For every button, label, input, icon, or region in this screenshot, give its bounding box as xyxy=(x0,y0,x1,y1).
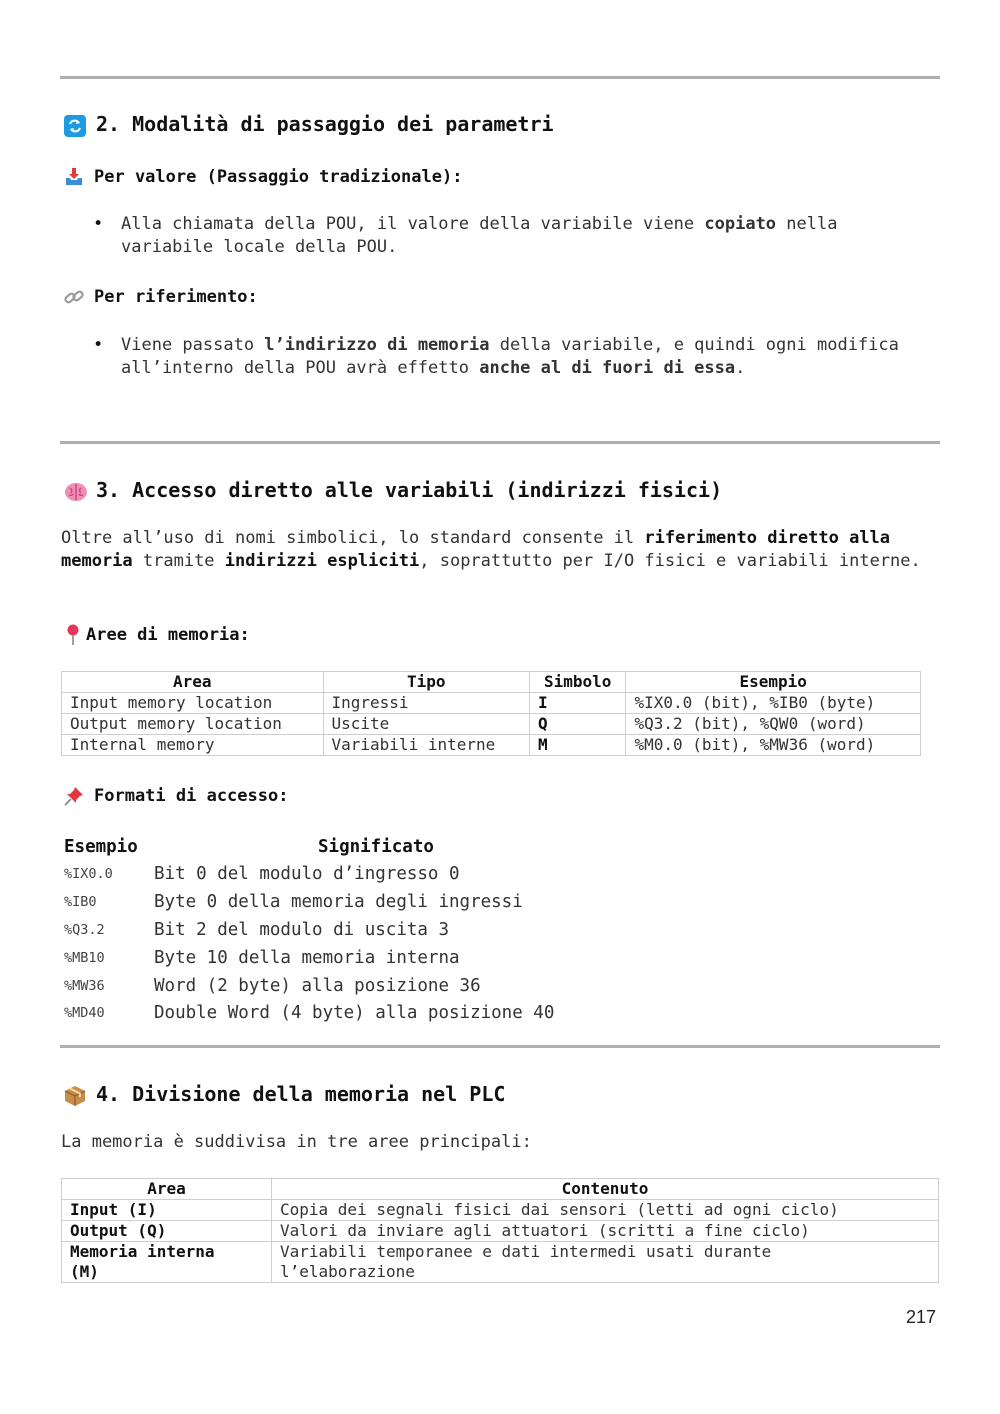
format-code: %MB10 xyxy=(64,950,105,966)
table-cell: M xyxy=(529,735,625,756)
section-title: 4. Divisione della memoria nel PLC xyxy=(96,1082,506,1106)
bullet-icon: • xyxy=(93,214,104,234)
link-icon xyxy=(64,287,84,307)
bullet-icon: • xyxy=(93,335,104,355)
format-code: %MW36 xyxy=(64,978,105,994)
column-header: Tipo xyxy=(323,672,529,693)
page-number: 217 xyxy=(906,1307,937,1327)
column-header: Area xyxy=(62,672,324,693)
subheading xyxy=(64,287,258,307)
divider xyxy=(60,441,940,444)
format-code: %IX0.0 xyxy=(64,866,113,882)
section-heading xyxy=(64,112,554,137)
section-title: 2. Modalità di passaggio dei parametri xyxy=(96,112,554,136)
format-description: Byte 0 della memoria degli ingressi xyxy=(154,892,523,912)
format-description: Bit 0 del modulo d’ingresso 0 xyxy=(154,864,460,884)
list-item: • Viene passato l’indirizzo di memoria della variabile, e quindi ogni modifica all’interno della POU avrà effetto anche al di fuori di essa. xyxy=(93,335,899,378)
package-icon xyxy=(64,1085,86,1107)
format-code: %IB0 xyxy=(64,894,97,910)
subheading-text: Formati di accesso: xyxy=(94,786,289,806)
column-header: Esempio xyxy=(626,672,921,693)
table-cell: I xyxy=(529,693,625,714)
divider xyxy=(60,1045,940,1048)
section-heading xyxy=(64,478,722,503)
table-cell: Copia dei segnali fisici dai sensori (letti ad ogni ciclo) xyxy=(272,1200,939,1221)
brain-icon xyxy=(64,481,86,503)
section-heading xyxy=(64,1082,505,1107)
table-row xyxy=(62,1200,939,1221)
subheading-text: Per valore (Passaggio tradizionale): xyxy=(94,167,463,187)
subheading-text: Aree di memoria: xyxy=(86,625,250,645)
subheading xyxy=(64,167,462,187)
table-cell: Variabili interne xyxy=(323,735,529,756)
table-row xyxy=(62,714,921,735)
subheading xyxy=(64,624,250,646)
round-pushpin-icon xyxy=(64,624,82,646)
table-cell: Output (Q) xyxy=(62,1221,272,1242)
format-code: %Q3.2 xyxy=(64,922,105,938)
plc-memory-table xyxy=(61,1178,939,1283)
table-row xyxy=(62,1221,939,1242)
table-header-row xyxy=(62,672,921,693)
memory-areas-table xyxy=(61,671,921,756)
table-cell: Input memory location xyxy=(62,693,324,714)
table-cell: Variabili temporanee e dati intermedi usati durante l’elaborazione xyxy=(272,1242,939,1283)
arrows-cycle-icon xyxy=(64,115,86,137)
table-cell: Valori da inviare agli attuatori (scritti a fine ciclo) xyxy=(272,1221,939,1242)
table-row xyxy=(62,693,921,714)
table-cell: Memoria interna (M) xyxy=(62,1242,272,1283)
column-header: Significato xyxy=(318,837,434,857)
format-description: Byte 10 della memoria interna xyxy=(154,948,460,968)
column-header: Simbolo xyxy=(529,672,625,693)
section-title: 3. Accesso diretto alle variabili (indirizzi fisici) xyxy=(96,478,723,502)
format-description: Bit 2 del modulo di uscita 3 xyxy=(154,920,450,940)
format-description: Word (2 byte) alla posizione 36 xyxy=(154,976,481,996)
table-cell: Uscite xyxy=(323,714,529,735)
table-header-row xyxy=(62,1179,939,1200)
inbox-tray-icon xyxy=(64,167,84,187)
table-cell: %Q3.2 (bit), %QW0 (word) xyxy=(626,714,921,735)
list-item: • Alla chiamata della POU, il valore della variabile viene copiato nella variabile locale della POU. xyxy=(93,214,838,257)
table-row xyxy=(62,1242,939,1283)
table-row xyxy=(62,735,921,756)
table-cell: Q xyxy=(529,714,625,735)
table-cell: Ingressi xyxy=(323,693,529,714)
format-code: %MD40 xyxy=(64,1005,105,1021)
paragraph: La memoria è suddivisa in tre aree principali: xyxy=(61,1132,532,1152)
column-header: Esempio xyxy=(64,837,138,857)
format-description: Double Word (4 byte) alla posizione 40 xyxy=(154,1003,555,1023)
subheading-text: Per riferimento: xyxy=(94,287,258,307)
table-cell: %IX0.0 (bit), %IB0 (byte) xyxy=(626,693,921,714)
paragraph: Oltre all’uso di nomi simbolici, lo standard consente il riferimento diretto alla memoria tramite indirizzi espliciti, soprattutto per I/O fisici e variabili interne. xyxy=(61,528,921,571)
table-cell: Input (I) xyxy=(62,1200,272,1221)
table-cell: Output memory location xyxy=(62,714,324,735)
table-cell: %M0.0 (bit), %MW36 (word) xyxy=(626,735,921,756)
table-cell: Internal memory xyxy=(62,735,324,756)
divider xyxy=(60,76,940,79)
subheading xyxy=(64,786,288,806)
column-header: Contenuto xyxy=(272,1179,939,1200)
column-header: Area xyxy=(62,1179,272,1200)
pushpin-icon xyxy=(64,786,84,806)
